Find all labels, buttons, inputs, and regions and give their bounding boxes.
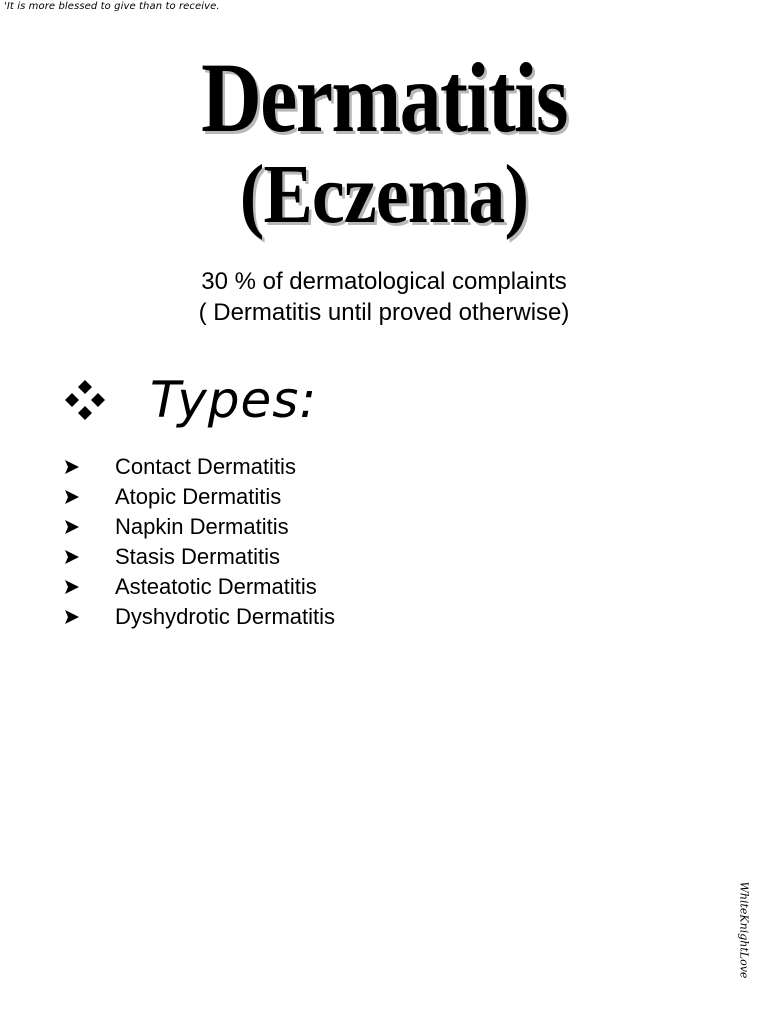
types-heading-label: Types: [150, 371, 318, 429]
four-diamond-bullet-icon [62, 377, 108, 423]
description-line-1: 30 % of dermatological complaints [201, 268, 567, 295]
arrow-bullet-icon [64, 609, 80, 625]
page-title: Dermatitis [201, 42, 567, 153]
page-subtitle-eczema: (Eczema) [239, 148, 529, 241]
list-item-label: Stasis Dermatitis [115, 544, 281, 569]
arrow-bullet-icon [64, 459, 80, 475]
arrow-bullet-icon [64, 519, 80, 535]
list-item-label: Atopic Dermatitis [115, 484, 282, 509]
motto-text: 'It is more blessed to give than to receive. [4, 1, 220, 12]
list-item [64, 482, 335, 512]
list-item [64, 602, 335, 632]
description-line-2: ( Dermatitis until proved otherwise) [198, 299, 570, 326]
list-item-label: Asteatotic Dermatitis [115, 574, 317, 599]
arrow-bullet-icon [64, 549, 80, 565]
list-item [64, 512, 335, 542]
signature-text: WhiteKnightLove [737, 881, 751, 979]
list-item [64, 542, 335, 572]
types-list [64, 452, 335, 632]
arrow-bullet-icon [64, 579, 80, 595]
list-item-label: Contact Dermatitis [115, 454, 296, 479]
list-item [64, 572, 335, 602]
list-item-label: Dyshydrotic Dermatitis [115, 604, 336, 629]
list-item [64, 452, 335, 482]
title-block [0, 42, 768, 241]
description [0, 266, 768, 328]
types-heading [62, 360, 317, 440]
arrow-bullet-icon [64, 489, 80, 505]
list-item-label: Napkin Dermatitis [115, 514, 289, 539]
